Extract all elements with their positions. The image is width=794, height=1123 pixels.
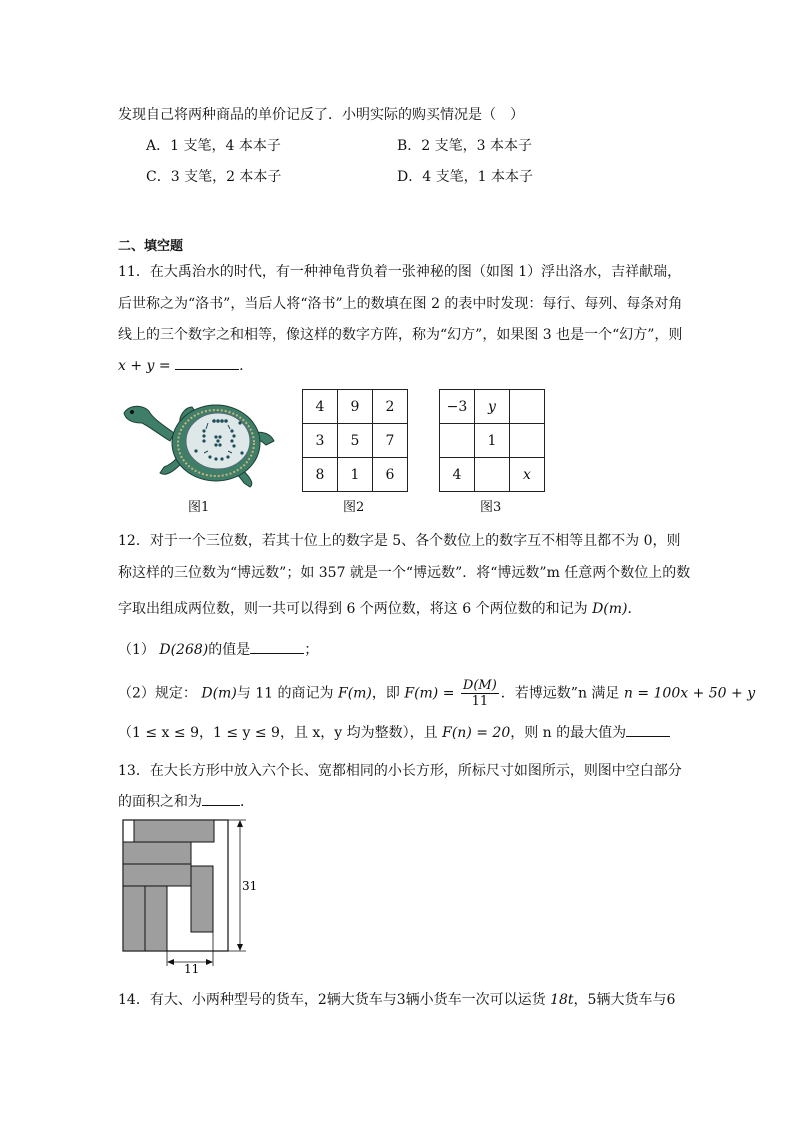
grid-row	[303, 390, 408, 424]
q12-part2-expression5: F(n) = 20	[442, 725, 511, 741]
q10-option-c[interactable]: C．3 支笔，2 本本子	[146, 169, 282, 185]
fig1-caption: 图1	[188, 500, 210, 515]
q11-line4	[118, 355, 244, 374]
q12-part2-blank[interactable]	[626, 722, 670, 737]
q12-line3-expression: D(m)	[592, 601, 628, 617]
grid-cell: 4	[440, 458, 475, 492]
q13-line2-text: 的面积之和为	[118, 794, 202, 810]
fraction-numerator: D(M)	[462, 678, 497, 693]
q13-line1: 13．在大长方形中放入六个长、宽都相同的小长方形，所标尺寸如图所示，则图中空白部分	[118, 763, 682, 779]
q12-part2-text2: ，即	[371, 685, 400, 702]
grid-cell: 5	[338, 424, 373, 458]
grid-cell: 7	[373, 424, 408, 458]
grid-cell: 6	[373, 458, 408, 492]
magic-square-figure3	[439, 389, 545, 492]
grid-cell: x	[510, 458, 545, 492]
q12-part2-question: ，则 n 的最大值为	[510, 725, 627, 741]
grid-cell: 1	[475, 424, 510, 458]
grid-cell: 8	[303, 458, 338, 492]
q12-part2-label: （2）规定：	[118, 685, 197, 702]
grid-row	[303, 458, 408, 492]
grid-cell: y	[475, 390, 510, 424]
q10-option-a[interactable]: A．1 支笔，4 本本子	[146, 138, 281, 154]
q13-line2	[118, 791, 254, 811]
q11-expression: x + y =	[118, 358, 171, 374]
q12-line1: 12．对于一个三位数，若其十位上的数字是 5、各个数位上的数字互不相等且都不为 0，则	[118, 533, 681, 549]
grid-cell	[510, 390, 545, 424]
grid-cell: 1	[338, 458, 373, 492]
q14-text2: ，5辆大货车与6	[573, 992, 676, 1008]
q12-part2-text3: ．若博远数”n 满足	[500, 685, 620, 702]
rectangles-figure	[118, 816, 258, 976]
grid-cell	[475, 458, 510, 492]
magic-square-figure2	[302, 389, 408, 492]
q12-line2: 称这样的三位数为“博远数”；如 357 就是一个“博远数”．将“博远数”m 任意两个数位上的数	[118, 565, 691, 581]
grid-cell	[510, 424, 545, 458]
fig3-caption: 图3	[480, 500, 502, 515]
q11-line3: 线上的三个数字之和相等，像这样的数字方阵，称为“幻方”，如果图 3 也是一个“幻方”，则	[118, 327, 683, 343]
grid-cell: −3	[440, 390, 475, 424]
q11-line1: 11．在大禹治水的时代，有一种神龟背负着一张神秘的图（如图 1）浮出洛水，吉祥献瑞，	[118, 264, 682, 280]
q12-part1-end: ；	[304, 642, 319, 658]
section-title: 二、填空题	[118, 239, 184, 254]
grid-cell: 9	[338, 390, 373, 424]
q11-line2: 后世称之为“洛书”，当后人将“洛书”上的数填在图 2 的表中时发现：每行、每列、每条对角	[118, 296, 683, 312]
q12-part2-expression4: n = 100x + 50 + y	[623, 685, 756, 702]
q10-option-b[interactable]: B．2 支笔，3 本本子	[397, 138, 533, 154]
grid-cell	[440, 424, 475, 458]
grid-row	[440, 390, 545, 424]
q10-option-d[interactable]: D．4 支笔，1 本本子	[397, 169, 533, 185]
q12-line3-end: ．	[627, 601, 642, 617]
q12-part1-expression: D(268)	[159, 642, 209, 658]
grid-cell: 4	[303, 390, 338, 424]
q12-part2	[118, 678, 755, 709]
turtle-figure	[120, 393, 280, 493]
q14-expression: 18t	[550, 992, 574, 1008]
q12-part2-expression2: F(m)	[337, 685, 372, 702]
grid-row	[440, 458, 545, 492]
grid-row	[440, 424, 545, 458]
q12-fraction	[461, 678, 499, 709]
fraction-denominator: 11	[471, 694, 489, 709]
q12-part2-line2	[118, 722, 670, 742]
grid-cell: 3	[303, 424, 338, 458]
q12-part2-expression1: D(m)	[201, 685, 237, 702]
q12-line3	[118, 598, 642, 618]
q12-part1-text: 的值是	[208, 642, 251, 658]
q10-text: 发现自己将两种商品的单价记反了．小明实际的购买情况是（ ）	[118, 107, 524, 123]
q12-part1-label: （1）	[118, 642, 155, 658]
q11-answer-blank[interactable]	[175, 355, 239, 370]
q14-text1: 14．有大、小两种型号的货车，2辆大货车与3辆小货车一次可以运货	[118, 992, 546, 1008]
q12-part1-blank[interactable]	[250, 639, 304, 654]
q12-part2-conditions: （1 ≤ x ≤ 9，1 ≤ y ≤ 9，且 x，y 均为整数），且	[118, 725, 438, 741]
dim-height-label: 31	[242, 879, 258, 893]
q12-part2-text1: 与 11 的商记为	[236, 685, 334, 702]
grid-row	[303, 424, 408, 458]
grid-cell: 2	[373, 390, 408, 424]
fig2-caption: 图2	[343, 500, 365, 515]
q13-line2-end: ．	[240, 794, 254, 810]
q12-line3-text: 字取出组成两位数，则一共可以得到 6 个两位数，将这 6 个两位数的和记为	[118, 601, 588, 617]
q14-line1	[118, 989, 675, 1009]
dim-width-label: 11	[184, 962, 200, 976]
q11-period: .	[239, 358, 244, 374]
q12-part1	[118, 639, 318, 659]
q13-answer-blank[interactable]	[202, 791, 240, 806]
q12-part2-expression3: F(m) =	[404, 685, 455, 702]
